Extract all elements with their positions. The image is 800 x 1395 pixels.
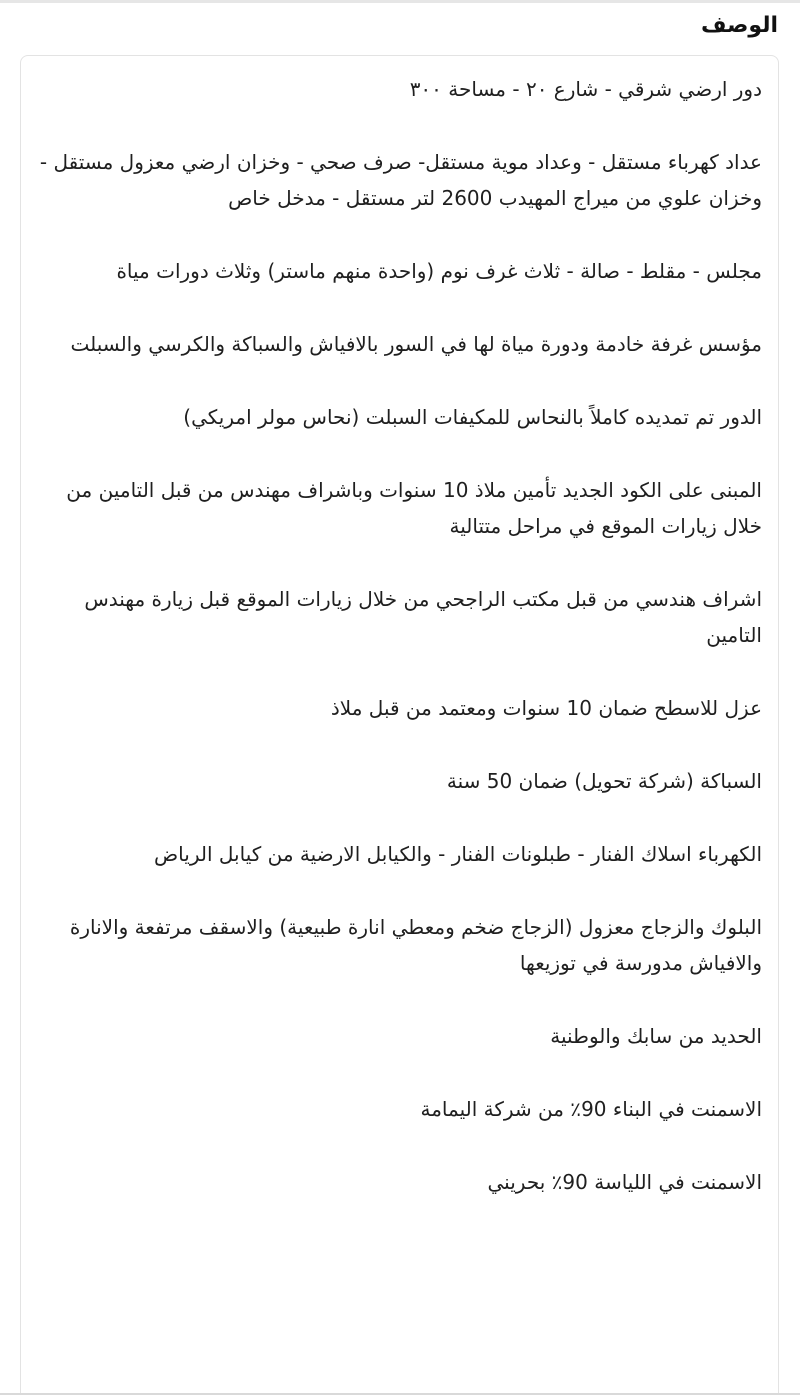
description-paragraph-electrical: الكهرباء اسلاك الفنار - طبلونات الفنار - والكيابل الارضية من كيابل الرياض — [154, 842, 762, 866]
top-divider — [0, 0, 800, 3]
description-paragraph-utilities: عداد كهرباء مستقل - وعداد موية مستقل- صرف صحي - وخزان ارضي معزول مستقل - وخزان علوي من ميراج المهيدب 2600 لتر مستقل - مدخل خاص — [39, 150, 762, 210]
description-paragraph-cement-building: الاسمنت في البناء 90٪ من شركة اليمامة — [420, 1097, 762, 1121]
description-paragraph-building-code: المبنى على الكود الجديد تأمين ملاذ 10 سنوات وباشراف مهندس من قبل التامين من خلال زيارات الموقع في مراحل متتالية — [66, 478, 762, 538]
description-paragraph-steel: الحديد من سابك والوطنية — [550, 1024, 762, 1048]
description-paragraph-maid-room: مؤسس غرفة خادمة ودورة مياة لها في السور بالافياش والسباكة والكرسي والسبلت — [70, 332, 762, 356]
description-paragraph-block-glass: البلوك والزجاج معزول (الزجاج ضخم ومعطي انارة طبيعية) والاسقف مرتفعة والانارة والافياش مدورسة في توزيعها — [69, 915, 762, 975]
description-paragraph-rooms: مجلس - مقلط - صالة - ثلاث غرف نوم (واحدة منهم ماستر) وثلاث دورات مياة — [116, 259, 762, 283]
description-paragraph-ac-copper: الدور تم تمديده كاملاً بالنحاس للمكيفات السبلت (نحاس مولر امريكي) — [183, 405, 762, 429]
description-paragraph-floor: دور ارضي شرقي - شارع ٢٠ - مساحة ٣٠٠ — [409, 77, 762, 101]
description-paragraph-roof-insulation: عزل للاسطح ضمان 10 سنوات ومعتمد من قبل ملاذ — [330, 696, 762, 720]
description-card — [20, 55, 779, 1394]
description-paragraph-cement-plaster: الاسمنت في اللياسة 90٪ بحريني — [487, 1170, 762, 1194]
description-paragraph-plumbing: السباكة (شركة تحويل) ضمان 50 سنة — [446, 769, 762, 793]
section-title: الوصف — [700, 13, 778, 38]
description-paragraph-supervision: اشراف هندسي من قبل مكتب الراجحي من خلال زيارات الموقع قبل زيارة مهندس التامين — [84, 587, 762, 647]
